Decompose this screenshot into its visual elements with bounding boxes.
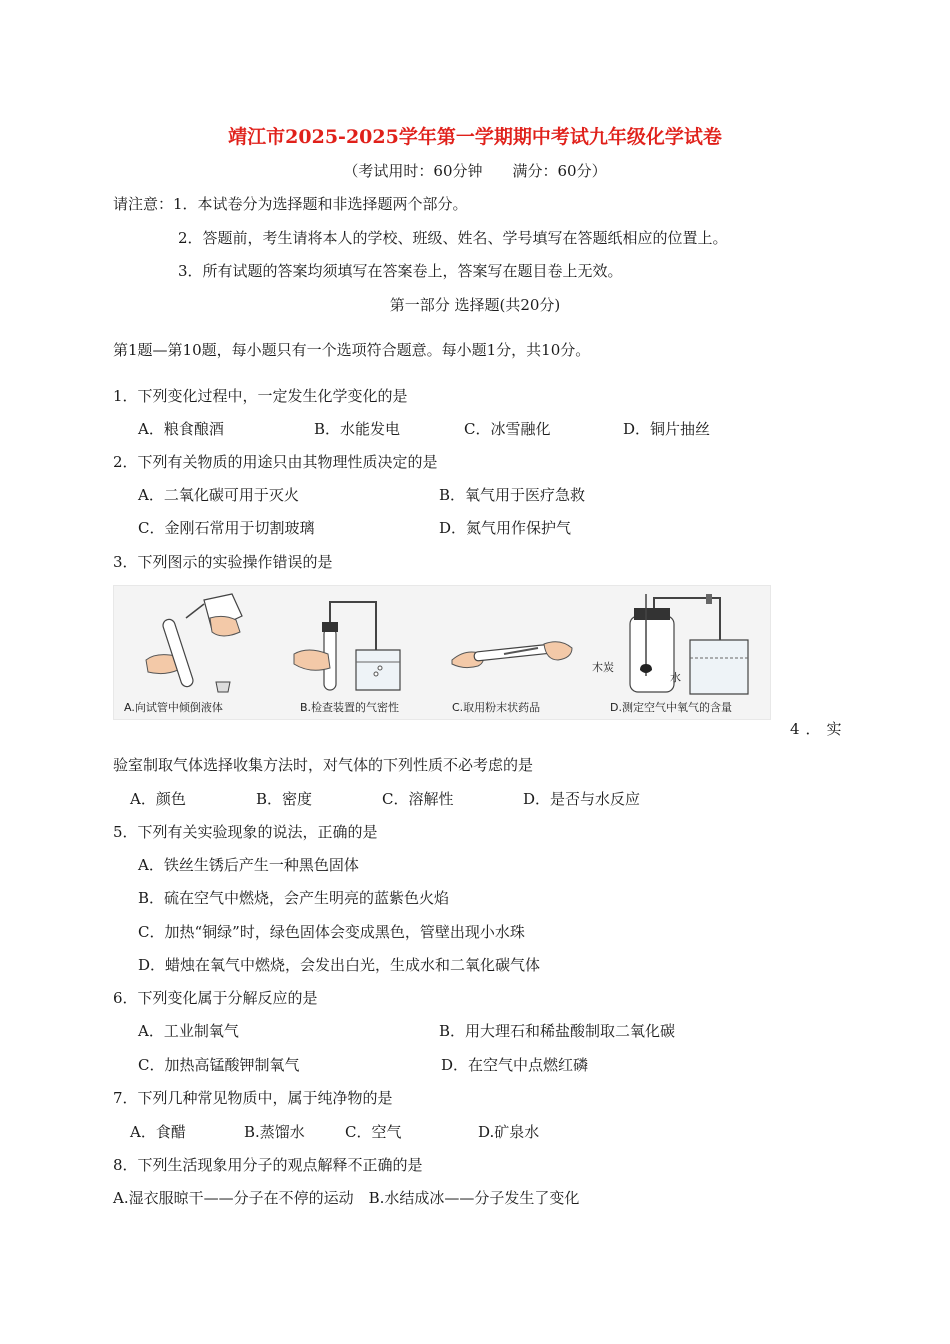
pouring-liquid-illustration bbox=[124, 588, 264, 698]
q6-option-b: B．用大理石和稀盐酸制取二氧化碳 bbox=[439, 1022, 676, 1040]
experiment-figure bbox=[113, 585, 771, 720]
q3-stem: 3．下列图示的实验操作错误的是 bbox=[113, 553, 333, 571]
q6-option-a: A．工业制氧气 bbox=[138, 1022, 239, 1040]
exam-title: 靖江市2025-2025学年第一学期期中考试九年级化学试卷 bbox=[228, 126, 722, 148]
caption-b: B.检查装置的气密性 bbox=[300, 701, 400, 714]
q2-option-d: D．氮气用作保护气 bbox=[439, 519, 572, 537]
q5-option-a: A．铁丝生锈后产生一种黑色固体 bbox=[138, 856, 359, 874]
q1-option-a: A．粮食酿酒 bbox=[138, 420, 224, 438]
q2-option-c: C．金刚石常用于切割玻璃 bbox=[138, 519, 315, 537]
q2-option-a: A．二氧化碳可用于灭火 bbox=[138, 486, 299, 504]
q1-option-c: C．冰雪融化 bbox=[464, 420, 551, 438]
q4-option-d: D．是否与水反应 bbox=[523, 790, 641, 808]
q7-stem: 7．下列几种常见物质中，属于纯净物的是 bbox=[113, 1089, 393, 1107]
q1-option-b: B．水能发电 bbox=[314, 420, 401, 438]
exam-subtitle: （考试用时：60分钟 满分：60分） bbox=[343, 162, 607, 180]
caption-c: C.取用粉末状药品 bbox=[452, 701, 541, 714]
airtightness-check-illustration bbox=[284, 588, 424, 698]
caption-a: A.向试管中倾倒液体 bbox=[124, 701, 223, 714]
q7-option-c: C．空气 bbox=[345, 1123, 402, 1141]
q7-option-a: A．食醋 bbox=[130, 1123, 186, 1141]
q4-option-c: C．溶解性 bbox=[382, 790, 454, 808]
q1-option-d: D．铜片抽丝 bbox=[623, 420, 711, 438]
q6-stem: 6．下列变化属于分解反应的是 bbox=[113, 989, 318, 1007]
q6-option-d: D．在空气中点燃红磷 bbox=[441, 1056, 589, 1074]
q4-number: 4．实 bbox=[790, 720, 848, 738]
label-water: 水 bbox=[670, 671, 681, 684]
notice-2: 2．答题前，考生请将本人的学校、班级、姓名、学号填写在答题纸相应的位置上。 bbox=[178, 229, 728, 247]
q1-stem: 1．下列变化过程中，一定发生化学变化的是 bbox=[113, 387, 408, 405]
q5-stem: 5．下列有关实验现象的说法，正确的是 bbox=[113, 823, 378, 841]
caption-d: D.测定空气中氧气的含量 bbox=[610, 701, 732, 714]
q8-stem: 8．下列生活现象用分子的观点解释不正确的是 bbox=[113, 1156, 423, 1174]
powder-sampling-illustration bbox=[444, 588, 584, 698]
q4-option-a: A．颜色 bbox=[130, 790, 186, 808]
q2-option-b: B．氧气用于医疗急救 bbox=[439, 486, 586, 504]
notice-1: 请注意：1．本试卷分为选择题和非选择题两个部分。 bbox=[113, 195, 468, 213]
q6-option-c: C．加热高锰酸钾制氧气 bbox=[138, 1056, 300, 1074]
part-heading: 第一部分 选择题(共20分) bbox=[389, 296, 561, 314]
q5-option-b: B．硫在空气中燃烧，会产生明亮的蓝紫色火焰 bbox=[138, 889, 450, 907]
q7-option-d: D.矿泉水 bbox=[478, 1123, 540, 1141]
q4-stem: 验室制取气体选择收集方法时，对气体的下列性质不必考虑的是 bbox=[113, 756, 534, 774]
q7-option-b: B.蒸馏水 bbox=[244, 1123, 305, 1141]
q2-stem: 2．下列有关物质的用途只由其物理性质决定的是 bbox=[113, 453, 438, 471]
q8-options-ab: A.湿衣服晾干——分子在不停的运动 B.水结成冰——分子发生了变化 bbox=[113, 1189, 580, 1207]
q5-option-d: D．蜡烛在氧气中燃烧，会发出白光，生成水和二氧化碳气体 bbox=[138, 956, 541, 974]
q5-option-c: C．加热“铜绿”时，绿色固体会变成黑色，管壁出现小水珠 bbox=[138, 923, 525, 941]
part-instruction: 第1题—第10题，每小题只有一个选项符合题意。每小题1分，共10分。 bbox=[113, 341, 591, 359]
q4-option-b: B．密度 bbox=[256, 790, 313, 808]
label-charcoal: 木炭 bbox=[592, 661, 614, 674]
notice-3: 3．所有试题的答案均须填写在答案卷上，答案写在题目卷上无效。 bbox=[178, 262, 623, 280]
